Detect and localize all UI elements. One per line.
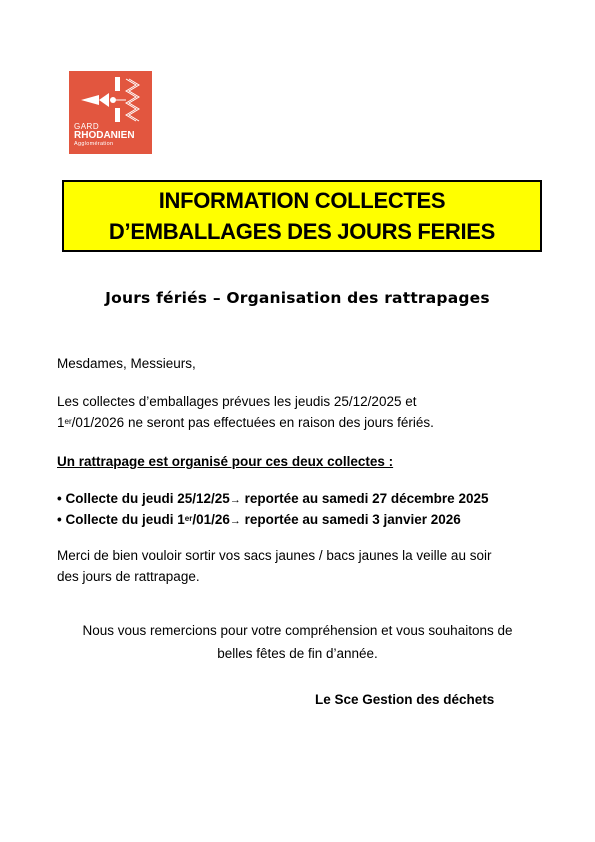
- intro-line-1: Les collectes d’emballages prévues les jeudis 25/12/2025 et: [57, 394, 417, 409]
- bullet: •: [57, 491, 62, 506]
- intro-line-2: [57, 412, 434, 433]
- intro-line-2-sup: er: [64, 417, 72, 426]
- logo-rhodanien: RHODANIEN: [74, 130, 135, 141]
- collection-report: reportée au samedi 3 janvier 2026: [244, 512, 461, 527]
- collection-date-sup: er: [184, 514, 193, 523]
- collection-item: [57, 509, 461, 532]
- logo-agglomeration: Agglomération: [74, 141, 114, 147]
- collection-date: Collecte du jeudi 1: [65, 512, 185, 527]
- logo-text: [74, 123, 135, 148]
- gard-rhodanien-logo: [69, 71, 152, 154]
- signature: Le Sce Gestion des déchets: [315, 692, 495, 707]
- collection-date: Collecte du jeudi 25/12/25: [65, 491, 230, 506]
- logo-gard: GARD: [74, 122, 100, 131]
- arrow-icon: →: [229, 515, 241, 527]
- collection-date-rest: /01/26: [192, 512, 230, 527]
- thanks-line-2: belles fêtes de fin d’année.: [217, 646, 378, 661]
- request-line-1: Merci de bien vouloir sortir vos sacs jaunes / bacs jaunes la veille au soir: [57, 548, 492, 563]
- subtitle: Jours fériés – Organisation des rattrapages: [105, 289, 490, 307]
- thanks-line-1: Nous vous remercions pour votre compréhension et vous souhaitons de: [82, 623, 513, 638]
- title-box: [62, 180, 542, 252]
- request-line-2: des jours de rattrapage.: [57, 569, 200, 584]
- intro-line-2-rest: /01/2026 ne seront pas effectuées en raison des jours fériés.: [71, 415, 434, 430]
- title-line-2: D’EMBALLAGES DES JOURS FERIES: [108, 219, 496, 244]
- rattrapage-heading: Un rattrapage est organisé pour ces deux collectes :: [57, 454, 394, 469]
- greeting: Mesdames, Messieurs,: [57, 356, 196, 371]
- intro-line-2-prefix: 1: [57, 415, 65, 430]
- title-line-1: INFORMATION COLLECTES: [158, 188, 446, 213]
- bullet: •: [57, 512, 62, 527]
- collection-report: reportée au samedi 27 décembre 2025: [244, 491, 489, 506]
- arrow-icon: →: [229, 494, 241, 506]
- collection-item: [57, 488, 488, 511]
